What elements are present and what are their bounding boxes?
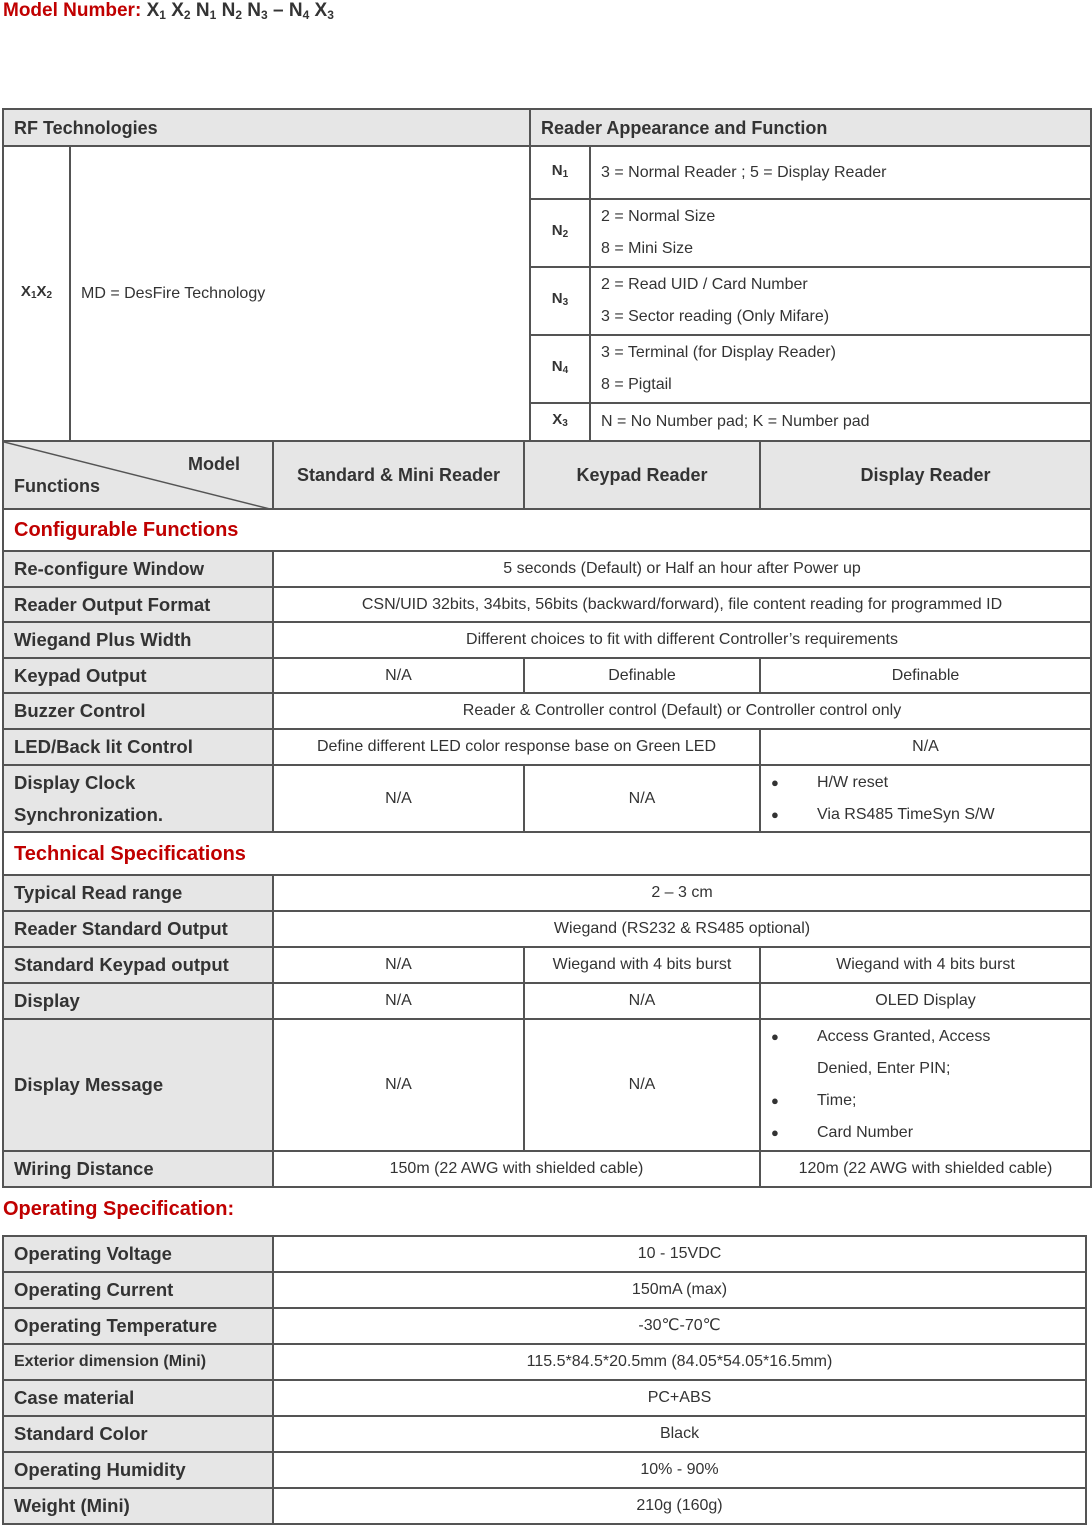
- code-n3-desc: 2 = Read UID / Card Number 3 = Sector reading (Only Mifare): [590, 267, 1091, 335]
- row-label-wiegand-plus: Wiegand Plus Width: [3, 622, 273, 658]
- bullet-icon: ●: [771, 1029, 779, 1044]
- display-message-standard: N/A: [273, 1019, 524, 1151]
- x1x2-value: MD = DesFire Technology: [70, 146, 530, 441]
- clock-sync-display: [760, 765, 1091, 832]
- op-value-humidity: 10% - 90%: [273, 1452, 1086, 1488]
- code-n1-desc: 3 = Normal Reader ; 5 = Display Reader: [590, 146, 1091, 199]
- display-message-keypad: N/A: [524, 1019, 760, 1151]
- row-label-standard-output: Reader Standard Output: [3, 911, 273, 947]
- code-n3: $N_3$: [530, 267, 590, 335]
- section-technical-specifications: Technical Specifications: [3, 832, 1091, 875]
- model-functions-corner: [3, 441, 273, 509]
- bullet-icon: ●: [771, 1125, 779, 1140]
- op-label-weight: Weight (Mini): [3, 1488, 273, 1524]
- keypad-std-output-keypad: Wiegand with 4 bits burst: [524, 947, 760, 983]
- list-item: ● Time;: [771, 1085, 1080, 1117]
- list-item: ● Via RS485 TimeSyn S/W: [771, 799, 1080, 831]
- row-label-keypad-std-output: Standard Keypad output: [3, 947, 273, 983]
- model-number-heading: [3, 0, 334, 22]
- code-x3-desc: N = No Number pad; K = Number pad: [590, 403, 1091, 441]
- keypad-output-keypad: Definable: [524, 658, 760, 693]
- op-value-case: PC+ABS: [273, 1380, 1086, 1416]
- op-value-voltage: 10 - 15VDC: [273, 1236, 1086, 1272]
- model-number-code: $X_1$ $X_2$ $N_1$ $N_2$ $N_3 - N_4$ $X_3$: [146, 0, 334, 22]
- list-item: ● Card Number: [771, 1117, 1080, 1149]
- op-label-current: Operating Current: [3, 1272, 273, 1308]
- x1x2-code: $X_1X_2$: [3, 146, 70, 441]
- keypad-output-display: Definable: [760, 658, 1091, 693]
- op-label-color: Standard Color: [3, 1416, 273, 1452]
- op-label-case: Case material: [3, 1380, 273, 1416]
- op-value-dimension: 115.5*84.5*20.5mm (84.05*54.05*16.5mm): [273, 1344, 1086, 1380]
- op-value-current: 150mA (max): [273, 1272, 1086, 1308]
- row-label-display-message: Display Message: [3, 1019, 273, 1151]
- bullet-icon: ●: [771, 1093, 779, 1108]
- buzzer-value: Reader & Controller control (Default) or Controller control only: [273, 693, 1091, 729]
- row-label-reconfigure: Re-configure Window: [3, 551, 273, 587]
- op-label-temperature: Operating Temperature: [3, 1308, 273, 1344]
- list-item: ● H/W reset: [771, 767, 1080, 799]
- code-n4: $N_4$: [530, 335, 590, 403]
- keypad-std-output-standard: N/A: [273, 947, 524, 983]
- model-number-label: Model Number:: [3, 0, 142, 21]
- corner-functions-label: Functions: [14, 476, 100, 496]
- row-label-wiring: Wiring Distance: [3, 1151, 273, 1187]
- code-n2: $N_2$: [530, 199, 590, 267]
- bullet-icon: ●: [771, 806, 779, 822]
- reconfigure-value: 5 seconds (Default) or Half an hour after Power up: [273, 551, 1091, 587]
- row-label-led: LED/Back lit Control: [3, 729, 273, 765]
- code-n4-desc: 3 = Terminal (for Display Reader) 8 = Pigtail: [590, 335, 1091, 403]
- op-value-temperature: -30℃-70℃: [273, 1308, 1086, 1344]
- reader-appearance-header: Reader Appearance and Function: [530, 109, 1091, 146]
- output-format-value: CSN/UID 32bits, 34bits, 56bits (backward/forward), file content reading for programmed ID: [273, 587, 1091, 622]
- display-standard: N/A: [273, 983, 524, 1019]
- op-label-dimension: Exterior dimension (Mini): [3, 1344, 273, 1380]
- display-keypad: N/A: [524, 983, 760, 1019]
- code-n2-desc: 2 = Normal Size 8 = Mini Size: [590, 199, 1091, 267]
- read-range-value: 2 – 3 cm: [273, 875, 1091, 911]
- functions-table: [2, 440, 1092, 1188]
- row-label-buzzer: Buzzer Control: [3, 693, 273, 729]
- section-configurable-functions: Configurable Functions: [3, 509, 1091, 551]
- col-keypad-reader: Keypad Reader: [524, 441, 760, 509]
- row-label-output-format: Reader Output Format: [3, 587, 273, 622]
- wiring-value-b: 120m (22 AWG with shielded cable): [760, 1151, 1091, 1187]
- code-x3: $X_3$: [530, 403, 590, 441]
- row-label-clock-sync: Display Clock Synchronization.: [3, 765, 273, 832]
- keypad-output-standard: N/A: [273, 658, 524, 693]
- clock-sync-standard: N/A: [273, 765, 524, 832]
- code-n1: $N_1$: [530, 146, 590, 199]
- row-label-display: Display: [3, 983, 273, 1019]
- operating-spec-table: [2, 1235, 1087, 1525]
- row-label-read-range: Typical Read range: [3, 875, 273, 911]
- op-value-color: Black: [273, 1416, 1086, 1452]
- clock-sync-keypad: N/A: [524, 765, 760, 832]
- row-label-keypad-output: Keypad Output: [3, 658, 273, 693]
- col-standard-mini-reader: Standard & Mini Reader: [273, 441, 524, 509]
- op-value-weight: 210g (160g): [273, 1488, 1086, 1524]
- op-label-humidity: Operating Humidity: [3, 1452, 273, 1488]
- keypad-std-output-display: Wiegand with 4 bits burst: [760, 947, 1091, 983]
- led-display-value: N/A: [760, 729, 1091, 765]
- model-code-table: [2, 108, 1092, 442]
- bullet-icon: ●: [771, 774, 779, 790]
- rf-technologies-header: RF Technologies: [3, 109, 530, 146]
- display-display: OLED Display: [760, 983, 1091, 1019]
- wiring-value-a: 150m (22 AWG with shielded cable): [273, 1151, 760, 1187]
- col-display-reader: Display Reader: [760, 441, 1091, 509]
- wiegand-plus-value: Different choices to fit with different Controller’s requirements: [273, 622, 1091, 658]
- standard-output-value: Wiegand (RS232 & RS485 optional): [273, 911, 1091, 947]
- led-value: Define different LED color response base on Green LED: [273, 729, 760, 765]
- display-message-display: [760, 1019, 1091, 1151]
- list-item: ● Access Granted, Access Denied, Enter PIN;: [771, 1021, 1080, 1085]
- corner-model-label: Model: [188, 454, 240, 474]
- operating-specification-title: Operating Specification:: [3, 1198, 235, 1220]
- op-label-voltage: Operating Voltage: [3, 1236, 273, 1272]
